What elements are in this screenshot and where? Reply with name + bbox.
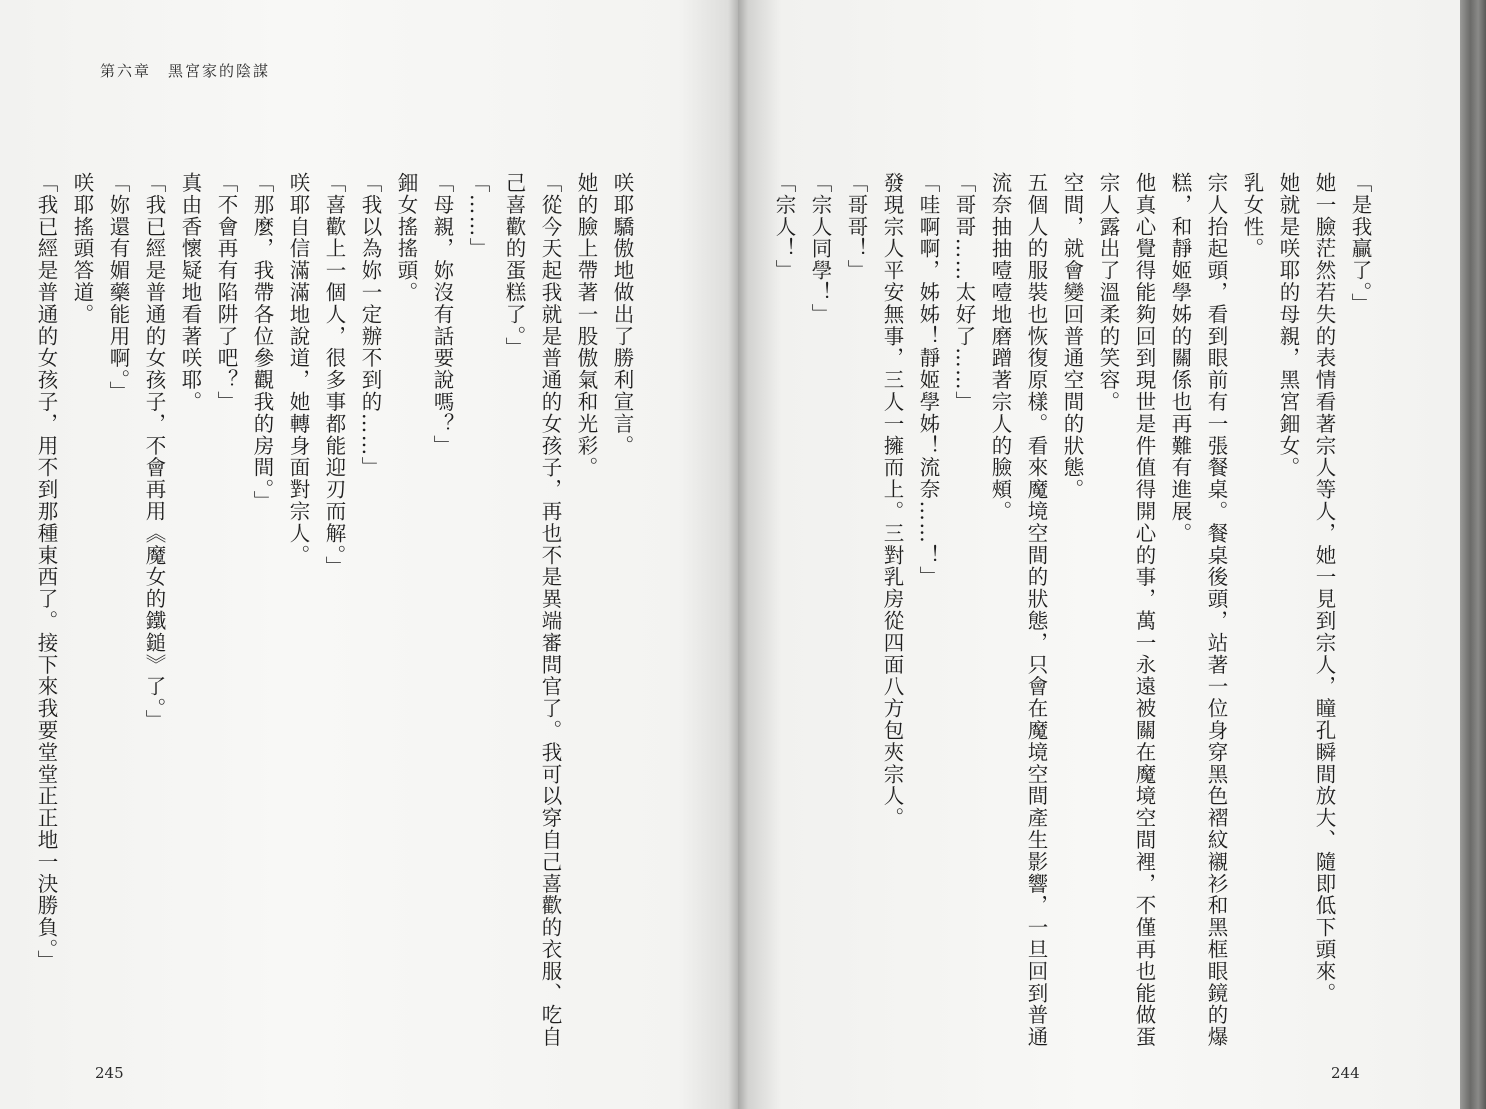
left-page (0, 0, 738, 1109)
book-gutter (728, 0, 748, 1109)
text-line: 乳女性。 (1240, 172, 1264, 260)
text-line: 「哇啊啊，姊姊！靜姬學姊！流奈……！」 (916, 172, 940, 589)
text-line: 發現宗人平安無事，三人一擁而上。三對乳房從四面八方包夾宗人。 (880, 172, 904, 829)
text-line: 宗人露出了溫柔的笑容。 (1096, 172, 1120, 413)
text-line: 「我以為妳一定辦不到的……」 (358, 172, 382, 479)
text-line: 她就是咲耶的母親，黑宮鈿女。 (1276, 172, 1300, 479)
book-edge (1460, 0, 1486, 1109)
text-line: 「妳還有媚藥能用啊。」 (106, 172, 130, 403)
running-head: 第六章 黑宮家的陰謀 (100, 62, 271, 80)
text-line: 「那麼，我帶各位參觀我的房間。」 (250, 172, 274, 513)
text-line: 她一臉茫然若失的表情看著宗人等人，她一見到宗人，瞳孔瞬間放大、隨即低下頭來。 (1312, 172, 1336, 1005)
right-page (738, 0, 1460, 1109)
right-page-text (772, 172, 1378, 1048)
text-line: 「是我贏了。」 (1348, 172, 1372, 316)
text-line: 糕，和靜姬學姊的關係也再難有進展。 (1168, 172, 1192, 545)
text-line: 鈿女搖搖頭。 (394, 172, 418, 304)
text-line: 他真心覺得能夠回到現世是件值得開心的事，萬一永遠被關在魔境空間裡，不僅再也能做蛋 (1132, 172, 1156, 1048)
text-line: 咲耶搖頭答道。 (70, 172, 94, 326)
text-line: 己喜歡的蛋糕了。」 (502, 172, 526, 359)
text-line: 宗人抬起頭，看到眼前有一張餐桌。餐桌後頭，站著一位身穿黑色褶紋襯衫和黑框眼鏡的爆 (1204, 172, 1228, 1048)
left-page-text (34, 172, 640, 1048)
text-line: 「喜歡上一個人，很多事都能迎刃而解。」 (322, 172, 346, 578)
page-number-right: 244 (1331, 1064, 1360, 1082)
text-line: 「宗人！」 (772, 172, 796, 282)
page-number-left: 245 (95, 1064, 124, 1082)
text-line: 「哥哥！」 (844, 172, 868, 282)
text-line: 「我已經是普通的女孩子，用不到那種東西了。接下來我要堂堂正正地一決勝負。」 (34, 172, 58, 973)
text-line: 真由香懷疑地看著咲耶。 (178, 172, 202, 413)
text-line: 「從今天起我就是普通的女孩子，再也不是異端審問官了。我可以穿自己喜歡的衣服、吃自 (538, 172, 562, 1048)
text-line: 「母親，妳沒有話要說嗎？」 (430, 172, 454, 457)
text-line: 她的臉上帶著一股傲氣和光彩。 (574, 172, 598, 479)
text-line: 「哥哥……太好了……」 (952, 172, 976, 413)
text-line: 空間，就會變回普通空間的狀態。 (1060, 172, 1084, 501)
text-line: 「宗人同學！」 (808, 172, 832, 326)
text-line: 咲耶自信滿滿地說道，她轉身面對宗人。 (286, 172, 310, 567)
text-line: 五個人的服裝也恢復原樣。看來魔境空間的狀態，只會在魔境空間產生影響，一旦回到普通 (1024, 172, 1048, 1048)
text-line: 「……」 (466, 172, 490, 260)
text-line: 「不會再有陷阱了吧？」 (214, 172, 238, 413)
text-line: 流奈抽抽噎噎地磨蹭著宗人的臉頰。 (988, 172, 1012, 523)
text-line: 「我已經是普通的女孩子，不會再用《魔女的鐵鎚》了。」 (142, 172, 166, 732)
text-line: 咲耶驕傲地做出了勝利宣言。 (610, 172, 634, 457)
